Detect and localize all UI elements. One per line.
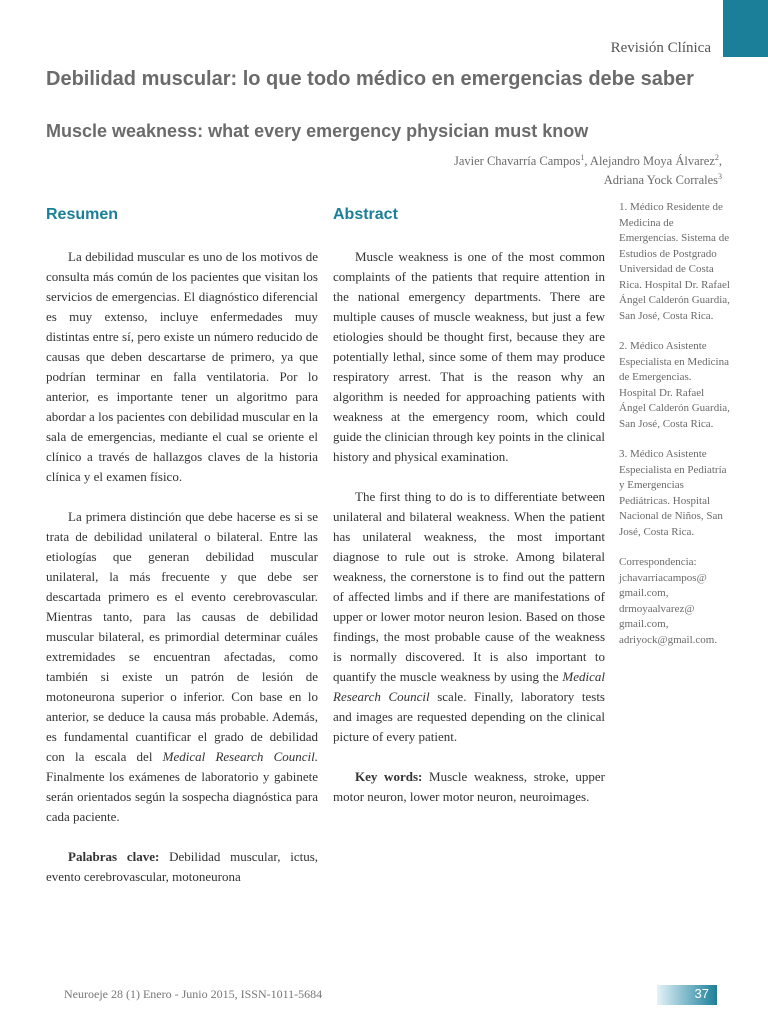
abstract-p2-scale: Medical Research Council bbox=[333, 669, 605, 704]
palabras-clave bbox=[46, 847, 318, 887]
resumen-paragraph-1: La debilidad muscular es uno de los motivos de consulta más común de los pacientes que visitan los servicios de emergencias. El diagnóstico diferencial es muy extenso, incluye enfermedades muy distintas entre sí, pero existe un número reducido de causas que deben descartarse de primero, ya que podrían terminar en falla ventilatoria. Por lo anterior, es importante tener un algoritmo para abordar a los pacientes con debilidad muscular en la sala de emergencias, mediante el cual se oriente el clínico a través de hallazgos claves de la historia clínica y el examen físico. bbox=[46, 249, 318, 484]
author-1: Javier Chavarría Campos bbox=[454, 154, 581, 169]
abstract-column bbox=[333, 247, 605, 827]
resumen-paragraph-2 bbox=[46, 507, 318, 827]
author-2: Alejandro Moya Álvarez bbox=[589, 154, 715, 169]
page-number-box bbox=[657, 985, 717, 1005]
affiliation-3: 3. Médico Asistente Especialista en Pediatría y Emergencias Pediátricas. Hospital Nacional de Niños, San José, Costa Rica. bbox=[619, 448, 727, 538]
page-number: 37 bbox=[694, 986, 709, 1001]
palabras-clave-text: Debilidad muscular, ictus, evento cerebrovascular, motoneurona bbox=[46, 849, 319, 884]
resumen-p2-scale: Medical Research Council. bbox=[162, 749, 318, 764]
journal-citation: Neuroeje 28 (1) Enero - Junio 2015, ISSN-1011-5684 bbox=[64, 987, 323, 1001]
email-2[interactable]: drmoyaalvarez@ gmail.com, bbox=[619, 602, 695, 630]
correspondence-label: Correspondencia: bbox=[619, 556, 697, 568]
affiliation-1: 1. Médico Residente de Medicina de Emergencias. Sistema de Estudios de Postgrado Universidad de Costa Rica. Hospital Dr. Rafael Ángel Calderón Guardia, San José, Costa Rica. bbox=[619, 201, 730, 322]
abstract-p2-end: scale. Finally, laboratory tests and images are requested depending on the clinical picture of every patient. bbox=[333, 689, 605, 744]
authors: Javier Chavarría Campos$^1$, Alejandro Moya Álvarez$^2$, Adriana Yock Corrales$^3$ bbox=[454, 153, 722, 188]
author-3: Adriana Yock Corrales bbox=[603, 173, 718, 188]
correspondence bbox=[619, 555, 731, 648]
author-2-ref: 2 bbox=[714, 153, 719, 162]
abstract-heading: Abstract bbox=[333, 206, 398, 223]
section-label: Revisión Clínica bbox=[610, 40, 711, 56]
email-1[interactable]: jchavarriacampos@ gmail.com, bbox=[619, 571, 707, 599]
key-words-label: Key words: bbox=[355, 769, 423, 784]
palabras-clave-label: Palabras clave: bbox=[68, 849, 160, 864]
resumen-heading: Resumen bbox=[46, 206, 119, 223]
corner-accent-block bbox=[723, 0, 768, 57]
title-english: Muscle weakness: what every emergency physician must know bbox=[46, 121, 589, 141]
abstract-p2-start: The first thing to do is to differentiate between unilateral and bilateral weakness. When the patient has unilateral weakness, the most important diagnose to rule out is stroke. Among bilateral weakness, the cornerstone is to find out the pattern of affected limbs and if there are manifestations of upper or lower motor neuron lesion. Based on those findings, the most probable cause of the weakness is normally discovered. It is also important to quantify the muscle weakness by using the bbox=[333, 489, 605, 684]
email-3[interactable]: adriyock@gmail.com. bbox=[619, 633, 718, 646]
key-words-text: Muscle weakness, stroke, upper motor neuron, lower motor neuron, neuroimages. bbox=[333, 769, 605, 804]
author-3-ref: 3 bbox=[718, 172, 722, 182]
resumen-p2-start: La primera distinción que debe hacerse es si se trata de debilidad unilateral o bilateral. Entre las etiologías que generan debilidad muscular unilateral, la más frecuente y que debe ser descartada primero es el evento cerebrovascular. Mientras tanto, para las causas de debilidad muscular bilateral, es primordial determinar cuáles extremidades se encuentran afectadas, como también si existe un patrón de lesión de motoneurona superior o inferior. Con base en lo anterior, se deduce la causa más probable. Además, es fundamental cuantificar el grado de debilidad con la escala del bbox=[46, 509, 318, 764]
resumen-p2-end: Finalmente los exámenes de laboratorio y gabinete serán orientados según la sospecha diagnóstica para cada paciente. bbox=[46, 769, 318, 824]
affiliation-2: 2. Médico Asistente Especialista en Medicina de Emergencias. Hospital Dr. Rafael Ángel Calderón Guardia, San José, Costa Rica. bbox=[619, 340, 730, 430]
abstract-paragraph-1: Muscle weakness is one of the most common complaints of the patients that require attention in the national emergency departments. There are multiple causes of muscle weakness, but just a few etiologies should be thought first, because they are potentially lethal, since some of them may produce respiratory arrest. That is the reason why an algorithm is needed for approaching patients with weakness at the emergency room, which could guide the clinician through key points in the clinical history and physical examination. bbox=[333, 249, 605, 464]
title-spanish: Debilidad muscular: lo que todo médico en emergencias debe saber bbox=[46, 68, 694, 90]
key-words bbox=[333, 767, 605, 807]
resumen-column bbox=[46, 247, 318, 907]
affiliations-sidebar bbox=[619, 200, 731, 663]
abstract-paragraph-2 bbox=[333, 487, 605, 747]
author-1-ref: 1 bbox=[580, 153, 585, 162]
